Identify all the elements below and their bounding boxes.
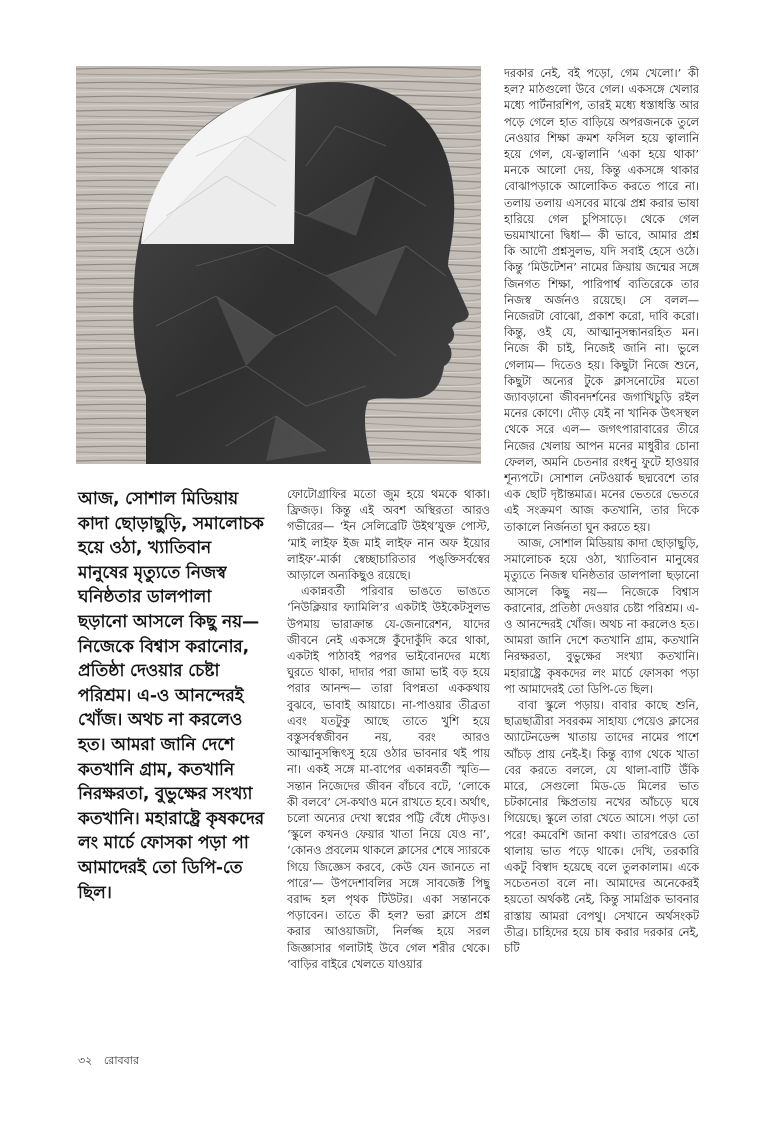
crumpled-paper-head-icon <box>76 66 481 464</box>
pull-quote: আজ, সোশাল মিডিয়ায় কাদা ছোড়াছুড়ি, সমালোচক হয়ে ওঠা, খ্যাতিবান মানুষের মৃত্যুতে নিজস্ব ঘনিষ্ঠতার ডালপালা ছড়ানো আসলে কিছু নয়— নিজেকে বিশ্বাস করানোর, প্রতিষ্ঠা দেওয়ার চেষ্টা পরিশ্রম। এ-ও আনন্দেরই খোঁজ। অথচ না করলেও হত। আমরা জানি দেশে কতখানি গ্রাম, কতখানি নিরক্ষরতা, বুভুক্ষের সংখ্যা কতখানি। মহারাষ্ট্রে কৃষকদের লং মার্চে ফোসকা পড়া পা আমাদেরই তো ডিপি-তে ছিল। <box>78 489 265 903</box>
head-illustration <box>76 66 481 464</box>
body-column-middle <box>287 487 490 1057</box>
paragraph: আজ, সোশাল মিডিয়ায় কাদা ছোড়াছুড়ি, সমালোচক হয়ে ওঠা, খ্যাতিবান মানুষের মৃত্যুতে নিজস্ব ঘনিষ্ঠতার ডালপালা ছড়ানো আসলে কিছু নয়— নিজেকে বিশ্বাস করানোর, প্রতিষ্ঠা দেওয়ার চেষ্টা পরিশ্রম। এ-ও আনন্দেরই খোঁজ। অথচ না করলেও হত। আমরা জানি দেশে কতখানি গ্রাম, কতখানি নিরক্ষরতা, বুভুক্ষের সংখ্যা কতখানি। মহারাষ্ট্রে কৃষকদের লং মার্চে ফোসকা পড়া পা আমাদেরই তো ডিপি-তে ছিল। <box>504 536 699 696</box>
body-column-right <box>504 66 699 1046</box>
paragraph: একান্নবর্তী পরিবার ভাঙতে ভাঙতে ‘নিউক্লিয়ার ফ্যামিলি’র একটাই উইকেটসুলভ উপমায় ভারাক্রান্ত যে-জেনারেশন, যাদের জীবনে নেই একসঙ্গে কুঁদোকুঁদি করে থাকা, একটাই পাঠাবই পরপর ভাইবোনদের মধ্যে ঘুরতে থাকা, দাদার পরা জামা ভাই বড় হয়ে পরার আনন্দ— তারা বিপন্নতা এককথায় বুঝবে, ভাবাই আয়াচে। না-পাওয়ার তীব্রতা এবং যতটুকু আছে তাতে খুশি হয়ে বস্তুসর্বস্বজীবন নয়, বরং আরও আত্মানুসন্ধিৎসু হয়ে ওঠার ভাবনার থই পায় না। একই সঙ্গে মা-বাপের একান্নবর্তী স্মৃতি— সন্তান নিজেদের জীবন বাঁচবে বটে, ‘লোকে কী বলবে’ সে-কথাও মনে রাখতে হবে। অর্থাৎ, চলো অন্যের দেখা স্বপ্নের পট্টি বেঁধে দৌড়ও। ‘স্কুলে কখনও ফেয়ার খাতা নিয়ে যেও না’, ‘কোনও প্রবলেম থাকলে ক্লাসের শেষে স্যারকে গিয়ে জিজ্ঞেস করবে, কেউ যেন জানতে না পারে’— উপদেশাবলির সঙ্গে সাবজেক্ট পিছু বরাদ্দ হল পৃথক টিউটর। একা সন্তানকে পড়াবেন। তাতে কী হল? ভরা ক্লাসে প্রশ্ন করার আওয়াজটা, নির্লজ্জ হয়ে সরল জিজ্ঞাসার গলাটাই উবে গেল শরীর থেকে। ‘বাড়ির বাইরে খেলতে যাওয়ার <box>287 585 490 971</box>
magazine-name: রোববার <box>103 1054 140 1067</box>
page-footer <box>78 1052 147 1071</box>
paragraph: ফোটোগ্রাফির মতো জুম হয়ে থমকে থাকা। ফ্রিজড়। কিন্তু এই অবশ অস্থিরতা আরও গভীরের— ‘ইন সেলিব্রেটি উইথ’যুক্ত পোস্ট, ‘মাই লাইফ ইজ মাই লাইফ নান অফ ইয়োর লাইফ’-মার্কা স্বেচ্ছাচারিতার পঙ্‌ক্তিসর্বস্বের আড়ালে অন্যকিছুও রয়েছে। <box>287 488 490 583</box>
page-number: ৩২ <box>78 1054 93 1067</box>
paragraph: দরকার নেই, বই পড়ো, গেম খেলো।’ কী হল? মাঠগুলো উবে গেল। একসঙ্গে খেলার মধ্যে পার্টনারশিপ, তারই মধ্যে ধস্তাধস্তি আর পড়ে গেলে হাত বাড়িয়ে অপরজনকে তুলে নেওয়ার শিক্ষা ক্রমশ ফসিল হয়ে ত্বালানি হয়ে গেল, যে-ত্বালানি ‘একা হয়ে থাকা’ মনকে আলো দেয়, কিন্তু একসঙ্গে থাকার বোঝাপড়াকে আলোকিত করতে পারে না। তলায় তলায় এসবের মাঝে প্রশ্ন করার ভাষা হারিয়ে গেল চুপিসাড়ে। থেকে গেল ভয়মাখানো দ্বিধা— কী ভাবে, আমার প্রশ্ন কি আদৌ প্রশ্নসুলভ, যদি সবাই হেসে ওঠে। কিন্তু ‘মিউটেশন’ নামের ক্রিয়ায় জন্মের সঙ্গে জিনগত শিক্ষা, পারিপার্শ্ব ব্যতিরেকে তার নিজস্ব অর্জনও রয়েছে। সে বলল— নিজেরটা বোঝো, প্রকাশ করো, দাবি করো। কিন্তু, ওই যে, আত্মানুসন্ধানরহিত মন। নিজে কী চাই, নিজেই জানি না। ভুলে গেলাম— দিতেও হয়। কিছুটা নিজে শুনে, কিছুটা অন্যের টুকে ক্লাসনোটের মতো জ্যাবড়ানো জীবনদর্শনের জগাখিচুড়ি রইল মনের কোণে। দৌড় যেই না খানিক উৎসস্থল থেকে সরে এল— জগৎপারাবারের তীরে নিজের খেলায় আপন মনের মাধুরীর চোনা ফেলল, অমনি চেতনার রংধনু ফুটে হাওয়ার শূন্যপটে। সোশাল নেটওয়ার্ক ছদ্মবেশে তার এক ছোট দৃষ্টান্তমাত্র। মনের ভেতরে ভেতরে এই সংক্রমণ আজ কতখানি, তার দিকে তাকালে নির্জনতা ঘুন করতে হয়। <box>504 67 699 534</box>
paragraph: বাবা স্কুলে পড়ায়। বাবার কাছে শুনি, ছাত্রছাত্রীরা সবরকম সাহায্য পেয়েও ক্লাসের অ্যাটেনডেন্স খাতায় তাদের নামের পাশে আঁচড় প্রায় নেই-ই। কিন্তু ব্যাগ থেকে খাতা বের করতে বললে, যে থালা-বাটি উঁকি মারে, সেগুলো মিড-ডে মিলের ভাত চটকানোর ক্ষিপ্রতায় নখের আঁচড়ে ঘষে গিয়েছে। স্কুলে তারা খেতে আসে। পড়া তো পরে! কমবেশি জানা কথা। তারপরেও তো থালায় ভাত পড়ে থাকে। দেখি, তরকারি একটু বিস্বাদ হয়েছে বলে তুলকালাম। একে সচেতনতা বলে না। আমাদের অনেকেরই হয়তো অর্থকষ্ট নেই, কিন্তু সামগ্রিক ভাবনার রাস্তায় আমরা বেপথু। সেখানে অর্থসংকট তীব্র। চাহিদের হয়ে চাষ করার দরকার নেই, চটি <box>504 698 699 955</box>
